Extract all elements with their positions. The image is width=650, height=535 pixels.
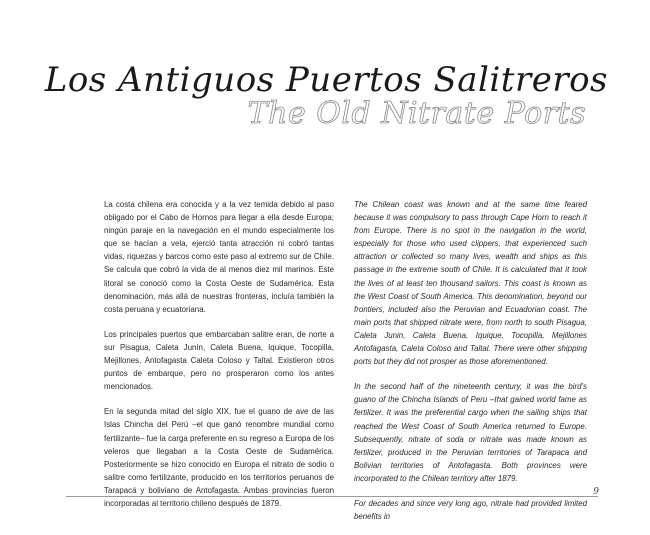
footer-divider (66, 496, 598, 497)
title-english: The Old Nitrate Ports (247, 96, 586, 131)
spanish-text-column (104, 198, 334, 522)
paragraph: In the second half of the nineteenth century, it was the bird's guano of the Chincha Islands of Peru –that gained world fame as fertilizer. It was the preferential cargo when the sailing ships that reached the West Coast of South America returned to Europe. Subsequently, nitrate of soda or nitrate was made known as fertilizer, produced in the Peruvian territories of Tarapaca and Bolivian territories of Antofagasta. Both provinces were incorporated to the Chilean territory after 1879. (354, 382, 587, 483)
page-number: 9 (593, 487, 599, 497)
title-spanish: Los Antiguos Puertos Salitreros (44, 60, 608, 100)
paragraph: The Chilean coast was known and at the same time feared because it was compulsory to pass through Cape Horn to reach it from Europe. There is no spot in the navigation in the world, especially for those who used clippers, that experienced such attraction or collected so many lives, wealth and ships as this passage in the extreme south of Chile. It is calculated that it took the lives of at least ten thousand sailors. This coast is known as the West Coast of South America. This denomination, beyond our frontiers, included also the Peruvian and Ecuadorian coast. The main ports that shipped nitrate were, from north to south Pisagua, Caleta Junin, Caleta Buena, Iquique, Tocopilla, Mejillones Antofagasta, Caleta Coloso and Taltal. There were other shipping ports but they did not prosper as those aforementioned. (354, 200, 587, 367)
paragraph: For decades and since very long ago, nitrate had provided limited benefits in (354, 498, 587, 522)
paragraph: La costa chilena era conocida y a la vez temida debido al paso obligado por el Cabo de Hornos para llegar a ella desde Europa; ningún paraje en la navegación en el mundo especialmente los que se hacían a vela, ejerció tanta atracción ni cobró tantas vidas, riquezas y barcos como este paso al extremo sur de Chile. Se calcula que cobró la vida de al menos diez mil marinos. Este litoral se conoció como la Costa Oeste de Sudamérica. Esta denominación, más allá de nuestras fronteras, incluía también la costa peruana y ecuatoriana. (104, 200, 334, 314)
english-text-column (354, 198, 587, 535)
paragraph: En la segunda mitad del siglo XIX, fue el guano de ave de las Islas Chincha del Perú –el que ganó renombre mundial como fertilizante– fue la carga preferente en su regreso a Europa de los veleros que llegaban a la Costa Oeste de Sudamérica. Posteriormente se hizo conocido en Europa el nitrato de sodio o salitre como fertilizante, producido en los territorios peruanos de Tarapacá y boliviano de Antofagasta. Ambas provincias fueron incorporadas al territorio chileno después de 1879. (104, 407, 334, 508)
paragraph: Los principales puertos que embarcaban salitre eran, de norte a sur Pisagua, Caleta Junín, Caleta Buena, Iquique, Tocopilla, Mejillones, Antofagasta Caleta Coloso y Taltal. Existieron otros puntos de embarque, pero no prosperaron como los antes mencionados. (104, 329, 334, 392)
